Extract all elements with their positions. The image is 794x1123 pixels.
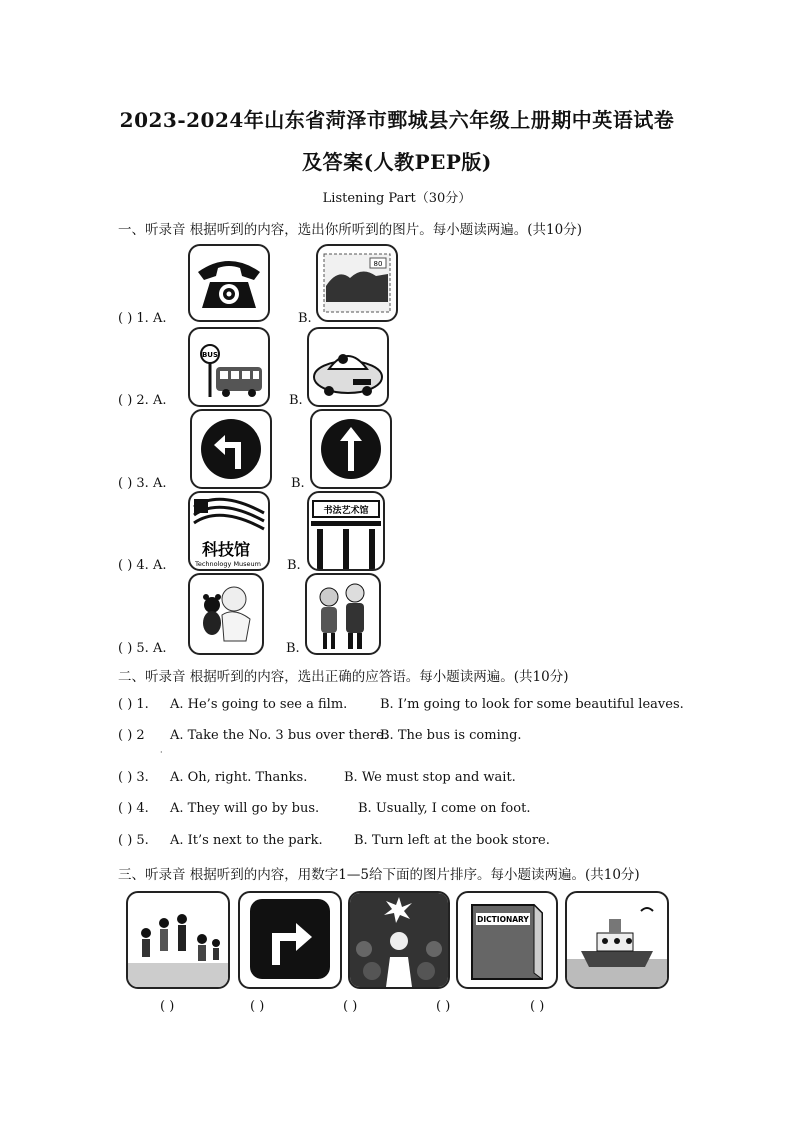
telephone-icon (188, 244, 270, 322)
q1-number: ( ) 1. A. (118, 311, 167, 326)
page-title: 2023-2024年山东省菏泽市鄄城县六年级上册期中英语试卷 (119, 108, 675, 132)
science-museum-icon (188, 491, 270, 571)
s2-q4-number: ( ) 4. (118, 801, 149, 816)
q4-number: ( ) 4. A. (118, 558, 167, 573)
dictionary-label: DICTIONARY (477, 915, 529, 924)
section1-heading: 一、听录音 根据听到的内容，选出你所听到的图片。每小题读两遍。(共10分) (118, 222, 583, 238)
s2-q2-option-b: B. The bus is coming. (380, 728, 522, 743)
taxi-icon (307, 327, 389, 407)
q2-number: ( ) 2. A. (118, 393, 167, 408)
go-straight-sign-icon (310, 409, 392, 489)
gallery-sign-text: 书法艺术馆 (323, 506, 369, 516)
stamp-value: 80 (373, 260, 383, 268)
order-blank-2[interactable]: ( ) (250, 999, 265, 1014)
stray-mark: · (160, 748, 163, 757)
page-title-line2: 及答案(人教PEP版) (302, 150, 492, 174)
turn-right-sign-icon (238, 891, 342, 989)
dictionary-icon (456, 891, 558, 989)
s2-q3-option-b: B. We must stop and wait. (344, 770, 516, 785)
crowd-singer-icon (348, 891, 450, 989)
museum-english-name: Technology Museum (194, 560, 262, 568)
section2-heading: 二、听录音 根据听到的内容，选出正确的应答语。每小题读两遍。(共10分) (118, 669, 569, 685)
baby-teddy-bear-icon (188, 573, 264, 655)
museum-chinese-name: 科技馆 (201, 540, 251, 559)
listening-part-subtitle: Listening Part（30分） (322, 191, 472, 206)
s2-q5-number: ( ) 5. (118, 833, 149, 848)
q5-number: ( ) 5. A. (118, 641, 167, 656)
s2-q2-number: ( ) 2 (118, 728, 145, 743)
s2-q1-number: ( ) 1. (118, 697, 149, 712)
bus-icon (188, 327, 270, 407)
s2-q2-option-a: A. Take the No. 3 bus over there. (170, 728, 388, 743)
q3-option-b: B. (291, 476, 305, 491)
q3-number: ( ) 3. A. (118, 476, 167, 491)
s2-q3-number: ( ) 3. (118, 770, 149, 785)
order-blank-3[interactable]: ( ) (343, 999, 358, 1014)
q5-option-b: B. (286, 641, 300, 656)
turn-left-sign-icon (190, 409, 272, 489)
q4-option-b: B. (287, 558, 301, 573)
people-walking-icon (126, 891, 230, 989)
order-blank-4[interactable]: ( ) (436, 999, 451, 1014)
section3-heading: 三、听录音 根据听到的内容，用数字1—5给下面的图片排序。每小题读两遍。(共10分) (118, 867, 640, 883)
s2-q5-option-a: A. It’s next to the park. (170, 833, 323, 848)
s2-q4-option-b: B. Usually, I come on foot. (358, 801, 531, 816)
stamp-icon (316, 244, 398, 322)
q1-option-b: B. (298, 311, 312, 326)
s2-q3-option-a: A. Oh, right. Thanks. (170, 770, 308, 785)
ship-icon (565, 891, 669, 989)
s2-q4-option-a: A. They will go by bus. (170, 801, 320, 816)
grandparents-icon (305, 573, 381, 655)
bus-stop-sign-text: BUS (201, 351, 219, 359)
s2-q1-option-b: B. I’m going to look for some beautiful leaves. (380, 697, 684, 712)
order-blank-5[interactable]: ( ) (530, 999, 545, 1014)
s2-q5-option-b: B. Turn left at the book store. (354, 833, 550, 848)
q2-option-b: B. (289, 393, 303, 408)
art-gallery-icon (307, 491, 385, 571)
s2-q1-option-a: A. He’s going to see a film. (170, 697, 348, 712)
order-blank-1[interactable]: ( ) (160, 999, 175, 1014)
